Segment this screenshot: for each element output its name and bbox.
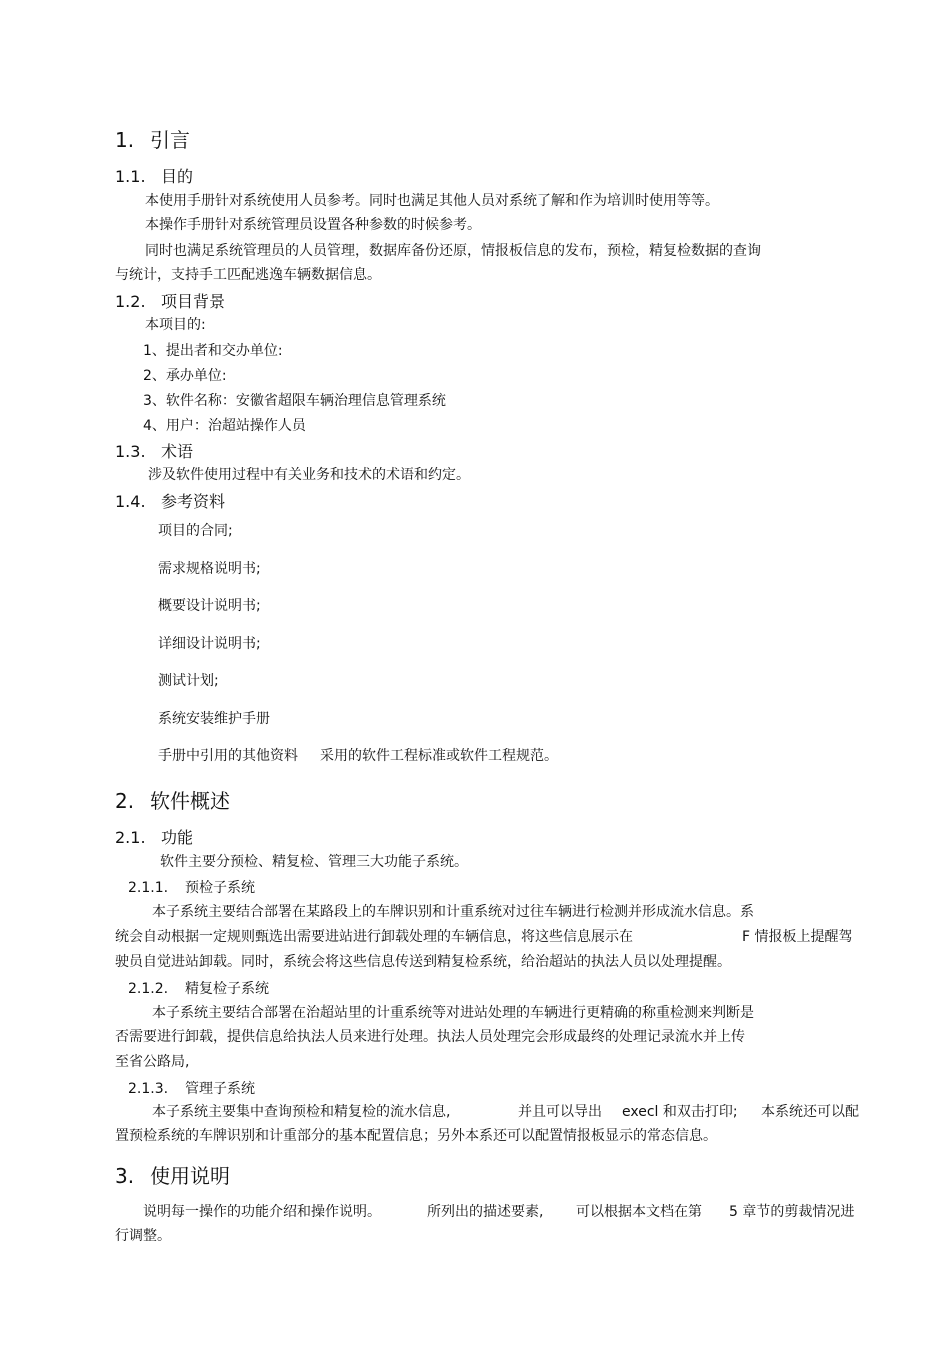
heading-1-1: 1.1. 目的 bbox=[115, 167, 194, 186]
paragraph-usage-1c: 可以根据本文档在第 bbox=[576, 1204, 702, 1220]
heading-1-4: 1.4. 参考资料 bbox=[115, 492, 226, 511]
list-item: 1、提出者和交办单位: bbox=[143, 343, 283, 359]
heading-2-1-2: 2.1.2. 精复检子系统 bbox=[128, 981, 269, 997]
paragraph-precheck-2b: F 情报板上提醒驾 bbox=[742, 929, 853, 945]
paragraph-purpose-1: 本使用手册针对系统使用人员参考。同时也满足其他人员对系统了解和作为培训时使用等等。 bbox=[145, 193, 719, 209]
reference-item: 项目的合同; bbox=[158, 523, 233, 539]
paragraph-management-1d: 本系统还可以配 bbox=[761, 1104, 859, 1120]
heading-1: 1. 引言 bbox=[115, 128, 190, 152]
reference-item: 系统安装维护手册 bbox=[158, 711, 270, 727]
paragraph-usage-1b: 所列出的描述要素, bbox=[427, 1204, 544, 1220]
reference-item: 需求规格说明书; bbox=[158, 561, 261, 577]
paragraph-usage-1a: 说明每一操作的功能介绍和操作说明。 bbox=[143, 1204, 381, 1220]
paragraph-management-1c: execl 和双击打印; bbox=[622, 1104, 738, 1120]
paragraph-precheck-3: 驶员自觉进站卸载。同时，系统会将这些信息传送到精复检系统，给治超站的执法人员以处理提醒。 bbox=[115, 954, 731, 970]
heading-3: 3. 使用说明 bbox=[115, 1164, 230, 1188]
reference-item: 概要设计说明书; bbox=[158, 598, 261, 614]
paragraph-purpose-3a: 同时也满足系统管理员的人员管理，数据库备份还原，情报板信息的发布，预检，精复检数据的查询 bbox=[145, 243, 761, 259]
paragraph-precheck-2a: 统会自动根据一定规则甄选出需要进站进行卸载处理的车辆信息，将这些信息展示在 bbox=[115, 929, 633, 945]
heading-2-1: 2.1. 功能 bbox=[115, 828, 194, 847]
paragraph-recheck-2: 否需要进行卸载，提供信息给执法人员来进行处理。执法人员处理完会形成最终的处理记录流水并上传 bbox=[115, 1029, 745, 1045]
paragraph-management-1b: 并且可以导出 bbox=[518, 1104, 602, 1120]
reference-item: 测试计划; bbox=[158, 673, 219, 689]
paragraph-recheck-1: 本子系统主要结合部署在治超站里的计重系统等对进站处理的车辆进行更精确的称重检测来判断是 bbox=[152, 1005, 754, 1021]
paragraph-management-2: 置预检系统的车牌识别和计重部分的基本配置信息；另外本系还可以配置情报板显示的常态信息。 bbox=[115, 1128, 717, 1144]
heading-1-2: 1.2. 项目背景 bbox=[115, 292, 226, 311]
paragraph-precheck-1: 本子系统主要结合部署在某路段上的车牌识别和计重系统对过往车辆进行检测并形成流水信息。系 bbox=[152, 904, 754, 920]
paragraph-recheck-3: 至省公路局, bbox=[115, 1054, 190, 1070]
heading-2-1-3: 2.1.3. 管理子系统 bbox=[128, 1081, 255, 1097]
heading-2: 2. 软件概述 bbox=[115, 789, 230, 813]
paragraph-purpose-2: 本操作手册针对系统管理员设置各种参数的时候参考。 bbox=[145, 217, 481, 233]
paragraph-terms: 涉及软件使用过程中有关业务和技术的术语和约定。 bbox=[148, 467, 470, 483]
heading-2-1-1: 2.1.1. 预检子系统 bbox=[128, 880, 255, 896]
reference-item: 详细设计说明书; bbox=[158, 636, 261, 652]
paragraph-usage-2: 行调整。 bbox=[115, 1228, 171, 1244]
paragraph-usage-1d: 5 章节的剪裁情况进 bbox=[729, 1204, 855, 1220]
paragraph-purpose-3b: 与统计，支持手工匹配逃逸车辆数据信息。 bbox=[115, 267, 381, 283]
project-intro: 本项目的: bbox=[145, 317, 206, 333]
paragraph-functions: 软件主要分预检、精复检、管理三大功能子系统。 bbox=[160, 854, 468, 870]
list-item: 2、承办单位: bbox=[143, 368, 227, 384]
heading-1-3: 1.3. 术语 bbox=[115, 442, 194, 461]
reference-item-last: 手册中引用的其他资料 采用的软件工程标准或软件工程规范。 bbox=[158, 748, 558, 764]
paragraph-management-1a: 本子系统主要集中查询预检和精复检的流水信息, bbox=[152, 1104, 451, 1120]
list-item: 3、软件名称：安徽省超限车辆治理信息管理系统 bbox=[143, 393, 446, 409]
list-item: 4、用户：治超站操作人员 bbox=[143, 418, 306, 434]
